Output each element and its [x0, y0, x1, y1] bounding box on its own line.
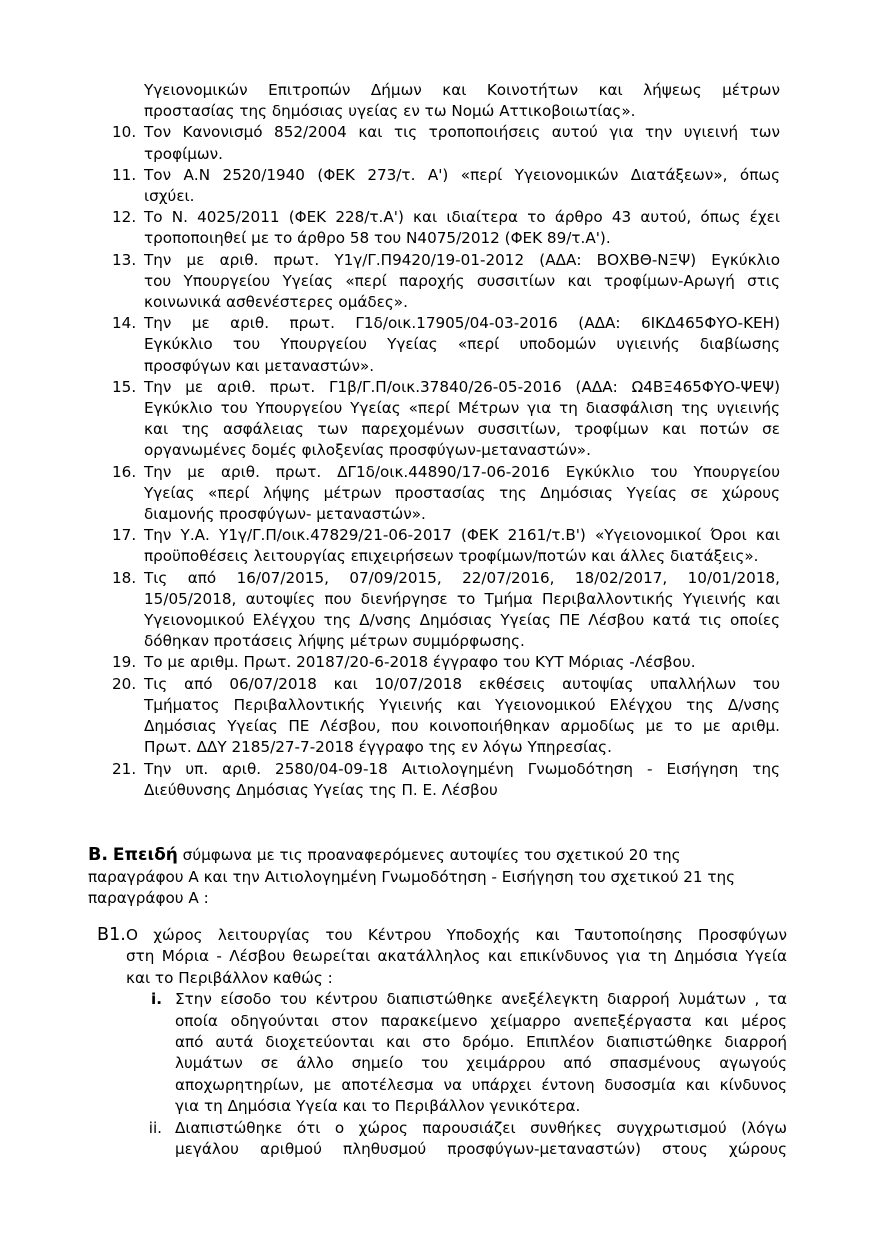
reference-item-number: 20. — [112, 674, 137, 693]
reference-item-line: Πρωτ. ΔΔΥ 2185/27-7-2018 έγγραφο της εν λόγω Υπηρεσίας. — [144, 738, 612, 757]
reference-item-text — [144, 122, 780, 164]
reference-item-line: και της ασφάλειας των παρεχομένων συσσιτίων, τροφίμων και ποτών σε — [144, 420, 780, 439]
section-b1-line: Ο χώρος λειτουργίας του Κέντρου Υποδοχής και Ταυτοποίησης Προσφύγων — [126, 926, 787, 944]
sub-item-marker: i. — [151, 990, 162, 1009]
reference-item-number: 18. — [112, 568, 137, 587]
sub-item-text — [175, 1118, 787, 1161]
sub-item-line: λυμάτων σε άλλο σημείο του χειμάρρου από σπασμένους αγωγούς — [175, 1054, 787, 1073]
reference-item-line: Υγείας «περί λήψης μέτρων προστασίας της Δημόσιας Υγείας σε χώρους — [144, 483, 780, 502]
reference-item — [112, 568, 780, 653]
reference-item-text — [144, 674, 780, 759]
reference-item — [112, 250, 780, 314]
section-b1-paragraph — [126, 925, 787, 989]
reference-item-line: Την με αριθ. πρωτ. Γ1β/Γ.Π/οικ.37840/26-05-2016 (ΑΔΑ: Ω4ΒΞ465ΦΥΟ-ΨΕΨ) — [144, 377, 780, 396]
reference-item-line: Την με αριθ. πρωτ. Γ1δ/οικ.17905/04-03-2016 (ΑΔΑ: 6ΙΚΔ465ΦΥΟ-ΚΕΗ) — [144, 314, 780, 333]
reference-item — [112, 313, 780, 377]
reference-item-line: Τμήματος Περιβαλλοντικής Υγιεινής και Υγειονομικού Ελέγχου της Δ/νσης — [144, 695, 780, 714]
reference-item-number: 15. — [112, 377, 137, 396]
reference-item-text — [144, 250, 780, 314]
sub-item-line: μεγάλου αριθμού πληθυσμού προσφύγων-μεταναστών) στους χώρους — [175, 1140, 787, 1159]
reference-item-line: Διεύθυνσης Δημόσιας Υγείας της Π. Ε. Λέσβου — [144, 780, 498, 799]
reference-item-number: 21. — [112, 759, 137, 778]
reference-item-text — [144, 165, 780, 207]
reference-item-line: Το Ν. 4025/2011 (ΦΕΚ 228/τ.Α') και ιδιαίτερα το άρθρο 43 αυτού, όπως έχει — [144, 208, 780, 227]
reference-item-line: δόθηκαν προτάσεις λήψης μέτρων συμμόρφωσης. — [144, 632, 525, 651]
reference-item-number: 10. — [112, 123, 137, 142]
section-b-keyword: Επειδή — [112, 845, 178, 865]
reference-item-line: Την με αριθ. πρωτ. Υ1γ/Γ.Π9420/19-01-2012 (ΑΔΑ: ΒΟΧΒΘ-ΝΞΨ) Εγκύκλιο — [144, 250, 780, 269]
sub-item-line: Διαπιστώθηκε ότι ο χώρος παρουσιάζει συνθήκες συγχρωτισμού (λόγω — [175, 1118, 787, 1137]
reference-item-line: διαμονής προσφύγων- μεταναστών». — [144, 505, 426, 524]
reference-item-number: 14. — [112, 314, 137, 333]
reference-item — [112, 652, 780, 673]
reference-item-line: Δημόσιας Υγείας ΠΕ Λέσβου, που κοινοποιήθηκαν αρμοδίως με το με αριθμ. — [144, 717, 780, 736]
sub-item-line: Στην είσοδο του κέντρου διαπιστώθηκε ανεξέλεγκτη διαρροή λυμάτων , τα — [175, 990, 787, 1009]
reference-item-line: κοινωνικά ασθενέστερες ομάδες». — [144, 293, 408, 312]
section-b1-heading — [97, 925, 787, 989]
reference-item-text — [144, 207, 780, 249]
reference-item-line: Τον Κανονισμό 852/2004 και τις τροποποιήσεις αυτού για την υγιεινή των — [144, 123, 780, 142]
section-b1-line: στη Μόρια - Λέσβου θεωρείται ακατάλληλος και επικίνδυνος για τη Δημόσια Υγεία — [126, 947, 787, 966]
reference-item-line: Εγκύκλιο του Υπουργείου Υγείας «περί υποδομών υγιεινής διαβίωσης — [144, 335, 780, 354]
reference-item-number: 17. — [112, 526, 137, 545]
reference-item — [112, 462, 780, 526]
reference-item — [112, 377, 780, 462]
reference-item-text — [144, 652, 780, 673]
section-b — [88, 845, 780, 910]
continuation-line-2: προστασίας της δημόσιας υγείας εν τω Νομώ Αττικοβοιωτίας». — [144, 102, 636, 121]
reference-item — [112, 165, 780, 207]
reference-item-line: Το με αριθμ. Πρωτ. 20187/20-6-2018 έγγραφο του ΚΥΤ Μόριας -Λέσβου. — [144, 653, 696, 672]
reference-item-line: προϋποθέσεις λειτουργίας επιχειρήσεων τροφίμων/ποτών και άλλες διατάξεις». — [144, 547, 759, 566]
section-b-line-2: παραγράφου Α και την Αιτιολογημένη Γνωμοδότηση - Εισήγηση του σχετικού 21 της — [88, 867, 736, 886]
reference-item-line: Τις από 16/07/2015, 07/09/2015, 22/07/2016, 18/02/2017, 10/01/2018, — [144, 568, 780, 587]
sub-item-marker: ii. — [148, 1118, 162, 1137]
reference-item-text — [144, 462, 780, 526]
section-b-letter: Β. — [88, 845, 109, 865]
reference-item-text — [144, 568, 780, 653]
reference-item-text — [144, 759, 780, 801]
continuation-line-1: Υγειονομικών Επιτροπών Δήμων και Κοινοτήτων και λήψεως μέτρων — [144, 81, 780, 99]
legal-references-list — [112, 80, 780, 801]
section-b1-line: και το Περιβάλλον καθώς : — [126, 968, 333, 987]
section-b1-label: Β1. — [97, 925, 126, 945]
sub-item-text — [175, 989, 787, 1117]
reference-item-line: τροφίμων. — [144, 144, 223, 163]
section-b1-sub-list — [97, 989, 787, 1160]
reference-item — [112, 525, 780, 567]
reference-item-line: Εγκύκλιο του Υπουργείου Υγείας «περί Μέτρων για τη διασφάλιση της υγιεινής — [144, 399, 780, 418]
section-b1-sub-item — [142, 989, 787, 1117]
reference-item-line: οργανωμένες δομές φιλοξενίας προσφύγων-μεταναστών». — [144, 441, 591, 460]
reference-item — [112, 674, 780, 759]
reference-item-text — [144, 313, 780, 377]
reference-item-number: 13. — [112, 250, 137, 269]
section-b-line-3: παραγράφου Α : — [88, 889, 209, 908]
reference-item-line: 15/05/2018, αυτοψίες που διενήργησε το Τμήμα Περιβαλλοντικής Υγιεινής και — [144, 589, 780, 608]
reference-item-line: Τις από 06/07/2018 και 10/07/2018 εκθέσεις αυτοψίας υπαλλήλων του — [144, 674, 780, 693]
sub-item-line: οποία οδηγούνται στον παρακείμενο χείμαρρο ανεπεξέργαστα και μέρος — [175, 1011, 787, 1030]
section-b1-sub-item — [142, 1118, 787, 1161]
sub-item-line: για τη Δημόσια Υγεία και το Περιβάλλον γενικότερα. — [175, 1097, 581, 1116]
reference-item-line: ισχύει. — [144, 187, 195, 206]
reference-item-line: Υγειονομικού Ελέγχου της Δ/νσης Δημόσιας Υγείας ΠΕ Λέσβου κατά τις οποίες — [144, 611, 780, 630]
reference-item-line: τροποποιηθεί με το άρθρο 58 του Ν4075/2012 (ΦΕΚ 89/τ.Α'). — [144, 229, 611, 248]
reference-item-line: Την Υ.Α. Υ1γ/Γ.Π/οικ.47829/21-06-2017 (ΦΕΚ 2161/τ.Β') «Υγειονομικοί Όροι και — [144, 526, 780, 545]
reference-item-line: Την με αριθ. πρωτ. ΔΓ1δ/οικ.44890/17-06-2016 Εγκύκλιο του Υπουργείου — [144, 462, 780, 481]
reference-item-number: 12. — [112, 208, 137, 227]
reference-item-line: Τον Α.Ν 2520/1940 (ΦΕΚ 273/τ. Α') «περί Υγειονομικών Διατάξεων», όπως — [144, 165, 780, 184]
section-b-line-1: σύμφωνα με τις προαναφερόμενες αυτοψίες του σχετικού 20 της — [177, 846, 681, 864]
reference-item-text — [144, 377, 780, 462]
reference-item-line: του Υπουργείου Υγείας «περί παροχής συσσιτίων και τροφίμων-Αρωγή στις — [144, 271, 780, 290]
sub-item-line: αποχωρητηρίων, με αποτέλεσμα να υπάρχει έντονη δυσοσμία και κίνδυνος — [175, 1075, 787, 1094]
reference-item-text — [144, 525, 780, 567]
sub-item-line: από αυτά διοχετεύονται και στο δρόμο. Επιπλέον διαπιστώθηκε διαρροή — [175, 1033, 787, 1052]
reference-item-number: 11. — [112, 165, 137, 184]
section-b1 — [97, 925, 787, 1160]
reference-item — [112, 122, 780, 164]
reference-item-number: 16. — [112, 462, 137, 481]
reference-item — [112, 207, 780, 249]
reference-item-line: Την υπ. αριθ. 2580/04-09-18 Αιτιολογημένη Γνωμοδότηση - Εισήγηση της — [144, 759, 780, 778]
reference-item-number: 19. — [112, 653, 137, 672]
reference-item — [112, 759, 780, 801]
reference-item-line: προσφύγων και μεταναστών». — [144, 356, 375, 375]
